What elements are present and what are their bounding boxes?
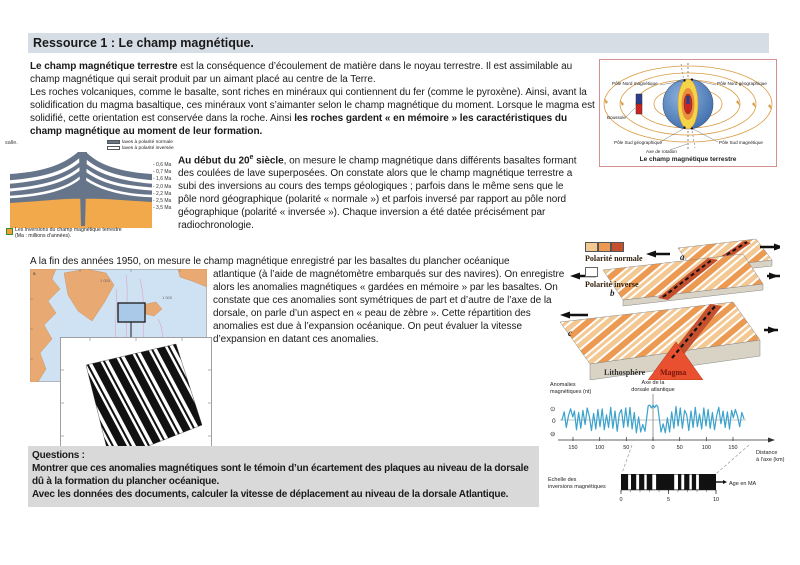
age-tick-label: 0 — [619, 497, 623, 503]
polarity-inverse-swatch — [585, 267, 598, 277]
barcode-gap — [636, 475, 639, 490]
age-label: - 2,2 Ma — [153, 190, 172, 197]
distance-tick-label: 150 — [568, 445, 578, 451]
lava-layers-diagram — [10, 146, 152, 228]
age-label: - 2,0 Ma — [153, 183, 172, 190]
barcode-gap — [644, 475, 646, 490]
block-a-label: a — [680, 252, 685, 262]
caption-marker-icon — [6, 228, 13, 235]
barcode-gap — [628, 475, 631, 490]
boussole-label: Boussole — [607, 115, 626, 120]
lithosphere-label: Lithosphère — [604, 368, 646, 377]
chart-ylabel-line1: Anomalies — [550, 382, 576, 388]
intro-bold-1: Le champ magnétique terrestre — [30, 61, 178, 72]
intro-text-2: Les roches volcaniques, comme le basalte, sont riches en minéraux qui contiennent du fer (comme le pyroxène). Ainsi, avant la solidification du magma basaltique, ces minéraux vont s’aimanter selon le champ magnétique du moment. Lorsque le magma est solidifié, cette orientation est conservée dans la roche. Ainsi — [30, 87, 595, 124]
distance-axis-ticks — [568, 437, 737, 451]
bar-magnet-south — [686, 104, 689, 112]
barcode-gap — [696, 475, 699, 490]
age-label: - 2,5 Ma — [153, 198, 172, 205]
lava-caption-line1: Les inversions du champ magnétique terrestre — [15, 227, 122, 233]
positive-anomaly-symbol: ⊙ — [550, 406, 556, 413]
distance-tick-label: 0 — [651, 445, 655, 451]
age-axis-ticks — [619, 490, 719, 503]
map-index-label: a — [33, 271, 36, 276]
intro-paragraph — [30, 60, 598, 138]
age-label: - 0,7 Ma — [153, 169, 172, 176]
polarite-normale-label: Polarité normale — [585, 254, 643, 263]
bar-magnet-north — [686, 96, 689, 104]
age-labels-column — [153, 162, 171, 212]
question-2: Avec les données des documents, calculer la vitesse de déplacement au niveau de la dorsale Atlantique. — [32, 489, 509, 500]
axis-title-line1: Axe de la — [641, 380, 665, 386]
age-label: - 1,6 Ma — [153, 176, 172, 183]
questions-box — [28, 446, 539, 507]
depth-label-1: 1 000 — [100, 278, 111, 283]
magma-label: Magma — [660, 368, 687, 377]
age-label: - 0,6 Ma — [153, 162, 172, 168]
polarity-normal-swatch-cell — [611, 242, 624, 252]
survey-zone-rectangle — [118, 303, 145, 322]
barcode-gap — [652, 475, 656, 490]
pole-nord-magnetique-label: Pôle Nord magnétique — [612, 81, 658, 86]
zero-label: 0 — [552, 418, 556, 425]
para-20e-siecle — [178, 151, 582, 232]
chart-ylabel-line2: magnétiques (nt) — [550, 389, 592, 395]
p20-bold-1: Au début du 20 — [178, 155, 250, 167]
axis-title-line2: dorsale atlantique — [631, 387, 675, 393]
distance-tick-label: 100 — [701, 445, 711, 451]
barcode-gap — [674, 475, 678, 490]
distance-tick-label: 50 — [676, 445, 683, 451]
distance-tick-label: 150 — [728, 445, 738, 451]
seafloor-spreading-figure — [548, 238, 780, 380]
polarity-normal-swatch-cell — [598, 242, 611, 252]
legend-inverse-label: laves à polarité inversée — [122, 145, 174, 151]
age-axis-arrowhead — [723, 480, 727, 484]
age-tick-label: 5 — [666, 497, 671, 503]
page-title: Ressource 1 : Le champ magnétique. — [28, 33, 769, 53]
distance-tick-label: 50 — [623, 445, 630, 451]
p20-sup: e — [249, 154, 254, 161]
barcode-gap — [681, 475, 684, 490]
block-c-label: c — [568, 328, 572, 338]
normal-polarity-swatch — [107, 140, 120, 144]
inversion-barcode — [621, 474, 716, 490]
barcode-gap — [689, 475, 691, 490]
pole-nord-geographique-label: Pôle Nord géographique — [717, 81, 767, 86]
lava-figure-caption — [6, 227, 122, 239]
polarity-normal-swatch-cell — [585, 242, 598, 252]
stray-text: salle. — [5, 140, 18, 146]
legend-normal-label: laves à polarité normale — [122, 139, 173, 145]
lava-caption-text — [15, 227, 122, 239]
distance-axis-arrowhead — [768, 438, 775, 443]
age-axis-label: Age en MA — [729, 481, 757, 487]
questions-title: Questions : — [32, 450, 85, 461]
negative-anomaly-symbol: ⊖ — [550, 431, 556, 438]
intro-text-1: est la conséquence d’écoulement de matière dans le noyau terrestre. Il est assimilable au champ magnétique qui serait produit par un aimant placé au centre de la Terre. — [30, 61, 573, 85]
question-1: Montrer que ces anomalies magnétiques sont le témoin d’un écartement des plaques au niveau de la dorsale dû à la formation du plancher océanique. — [32, 463, 529, 487]
chart-xlabel-line1: Distance — [756, 450, 778, 456]
compass — [636, 94, 642, 114]
distance-tick-label: 100 — [595, 445, 605, 451]
para-1950-rest: atlantique (à l’aide de magnétomètre embarqués sur des navires). On enregistre alors les anomalies magnétiques « gardées en mémoire » par les basaltes. On constate que ces anomalies sont symétriques de part et d’autre de l’axe de la dorsale, on parle d’un aspect en « peau de zèbre ». Cette répartition des anomalies est due à l’expansion océanique. On peut évaluer la vitesse d’expansion en datant ces anomalies. — [213, 269, 565, 345]
para-1950-line1: A la fin des années 1950, on mesure le champ magnétique enregistré par les basaltes du plancher océanique — [30, 256, 510, 267]
magnetic-anomalies-chart — [546, 378, 796, 513]
polarity-normal-swatches — [585, 242, 624, 252]
depth-label-2: 1 000 — [162, 295, 173, 300]
earth-figure-caption: Le champ magnétique terrestre — [639, 156, 737, 163]
polarite-inverse-label: Polarité inverse — [585, 280, 639, 289]
age-tick-label: 10 — [712, 497, 720, 503]
block-b-label: b — [610, 288, 615, 298]
intro-bold-2: les roches gardent « en mémoire » les caractéristiques du champ magnétique au moment de leur formation. — [30, 113, 568, 137]
age-label: - 3,5 Ma — [153, 205, 172, 212]
scale-label-line1: Echelle des — [548, 477, 577, 483]
chart-xlabel-line2: à l’axe (km) — [756, 457, 785, 463]
pole-sud-magnetique-label: Pôle Sud magnétique — [719, 140, 763, 145]
scale-label-line2: inversions magnétiques — [548, 484, 606, 490]
p20-bold-2: siècle — [253, 155, 284, 167]
p20-text: , on mesure le champ magnétique dans différents basaltes formant des coulées de lave superposées. On constate alors que le champ magnétique terrestre a subi des inversions au cours des temps géologiques ; parfois dans le même sens que le pôle nord géographique (polarité « normale ») et parfois inversé par rapport au pôle nord géographique (polarité « inversée »). Chaque inversion a été datée précisément par radiochronologie. — [178, 155, 577, 232]
lava-caption-line2: (Ma : millions d’années). — [15, 233, 72, 240]
axe-rotation-label: Axe de rotation — [646, 149, 677, 154]
earth-magnetic-field-figure — [599, 59, 777, 167]
pole-sud-geographique-label: Pôle Sud géographique — [614, 140, 663, 145]
